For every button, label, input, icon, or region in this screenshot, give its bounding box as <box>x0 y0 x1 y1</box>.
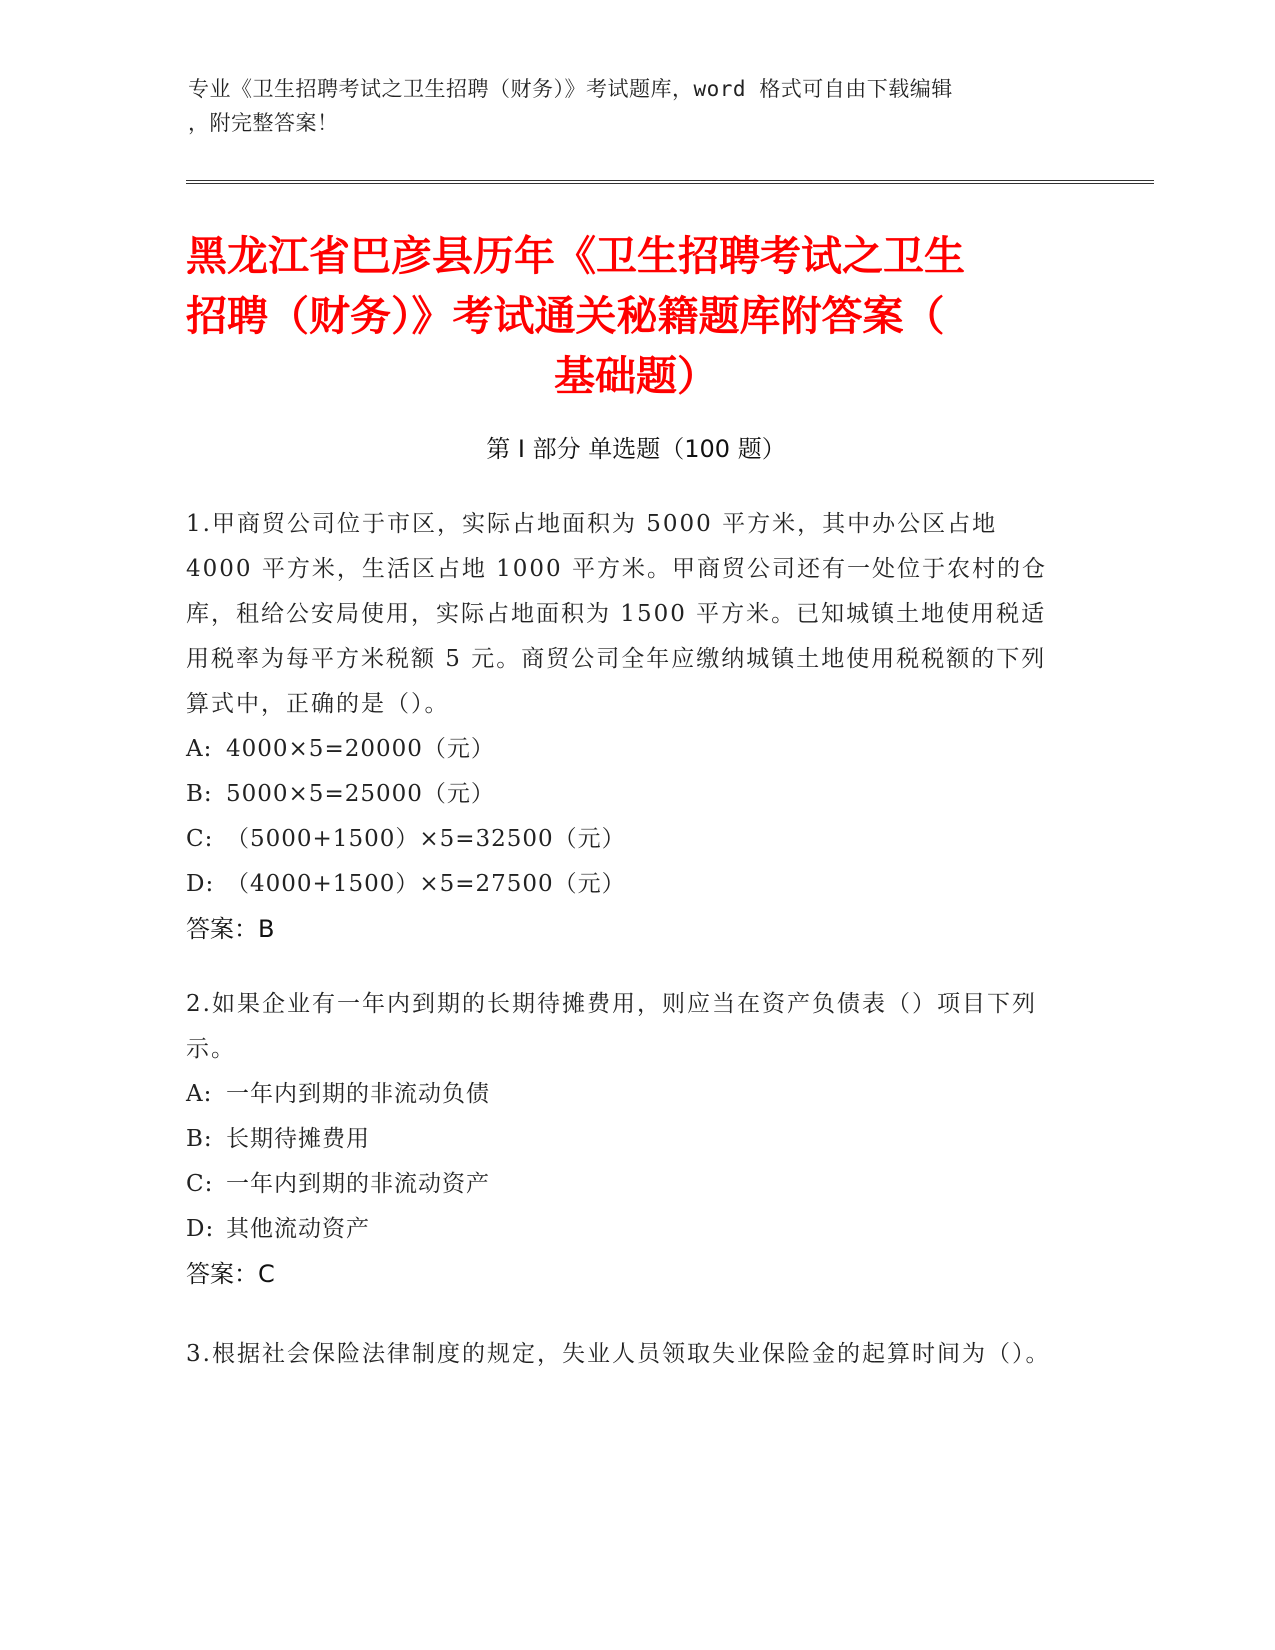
title-line2: 招聘（财务）》考试通关秘籍题库附答案（ <box>186 292 945 340</box>
option-c <box>186 1162 1066 1207</box>
option-text: 4000×5=20000（元） <box>226 736 495 762</box>
option-key: A: <box>186 1081 213 1107</box>
question-1 <box>186 502 1066 952</box>
option-a <box>186 1072 1066 1117</box>
option-key: D: <box>186 1216 215 1242</box>
title-line3: 基础题） <box>554 352 718 400</box>
option-key: A: <box>186 736 213 762</box>
option-text: 一年内到期的非流动负债 <box>226 1081 490 1107</box>
title-line1: 黑龙江省巴彦县历年《卫生招聘考试之卫生 <box>186 232 965 280</box>
question-text: 1.甲商贸公司位于市区，实际占地面积为 5000 平方米，其中办公区占地 4000 平方米，生活区占地 1000 平方米。甲商贸公司还有一处位于农村的仓库，租给公安局使用，实际占地面积为 1500 平方米。已知城镇土地使用税适用税率为每平方米税额 5 元。商贸公司全年应缴纳城镇土地使用税税额的下列算式中，正确的是（）。 <box>186 511 1047 717</box>
question-3 <box>186 1332 1066 1377</box>
answer: 答案：C <box>186 1260 275 1288</box>
question-text: 2.如果企业有一年内到期的长期待摊费用，则应当在资产负债表（）项目下列示。 <box>186 991 1037 1062</box>
header-divider <box>186 180 1154 184</box>
option-key: B: <box>186 1126 213 1152</box>
option-d <box>186 862 1066 907</box>
header-note-line2: ，附完整答案！ <box>188 111 339 135</box>
document-title <box>186 226 1086 406</box>
question-text: 3.根据社会保险法律制度的规定，失业人员领取失业保险金的起算时间为（）。 <box>186 1341 1051 1367</box>
option-text: 5000×5=25000（元） <box>226 781 495 807</box>
header-note <box>188 72 1068 140</box>
option-key: C: <box>186 1171 214 1197</box>
option-text: （4000+1500）×5=27500（元） <box>226 871 626 897</box>
option-text: 长期待摊费用 <box>226 1126 370 1152</box>
option-text: （5000+1500）×5=32500（元） <box>226 826 626 852</box>
option-b <box>186 772 1066 817</box>
option-c <box>186 817 1066 862</box>
option-key: C: <box>186 826 214 852</box>
option-key: D: <box>186 871 215 897</box>
option-a <box>186 727 1066 772</box>
question-2 <box>186 982 1066 1297</box>
option-b <box>186 1117 1066 1162</box>
header-note-line1: 专业《卫生招聘考试之卫生招聘（财务）》考试题库，word 格式可自由下载编辑 <box>188 77 953 101</box>
option-d <box>186 1207 1066 1252</box>
option-key: B: <box>186 781 213 807</box>
answer: 答案：B <box>186 915 275 943</box>
option-text: 一年内到期的非流动资产 <box>226 1171 490 1197</box>
section-heading: 第 I 部分 单选题（100 题） <box>486 435 786 463</box>
option-text: 其他流动资产 <box>226 1216 370 1242</box>
